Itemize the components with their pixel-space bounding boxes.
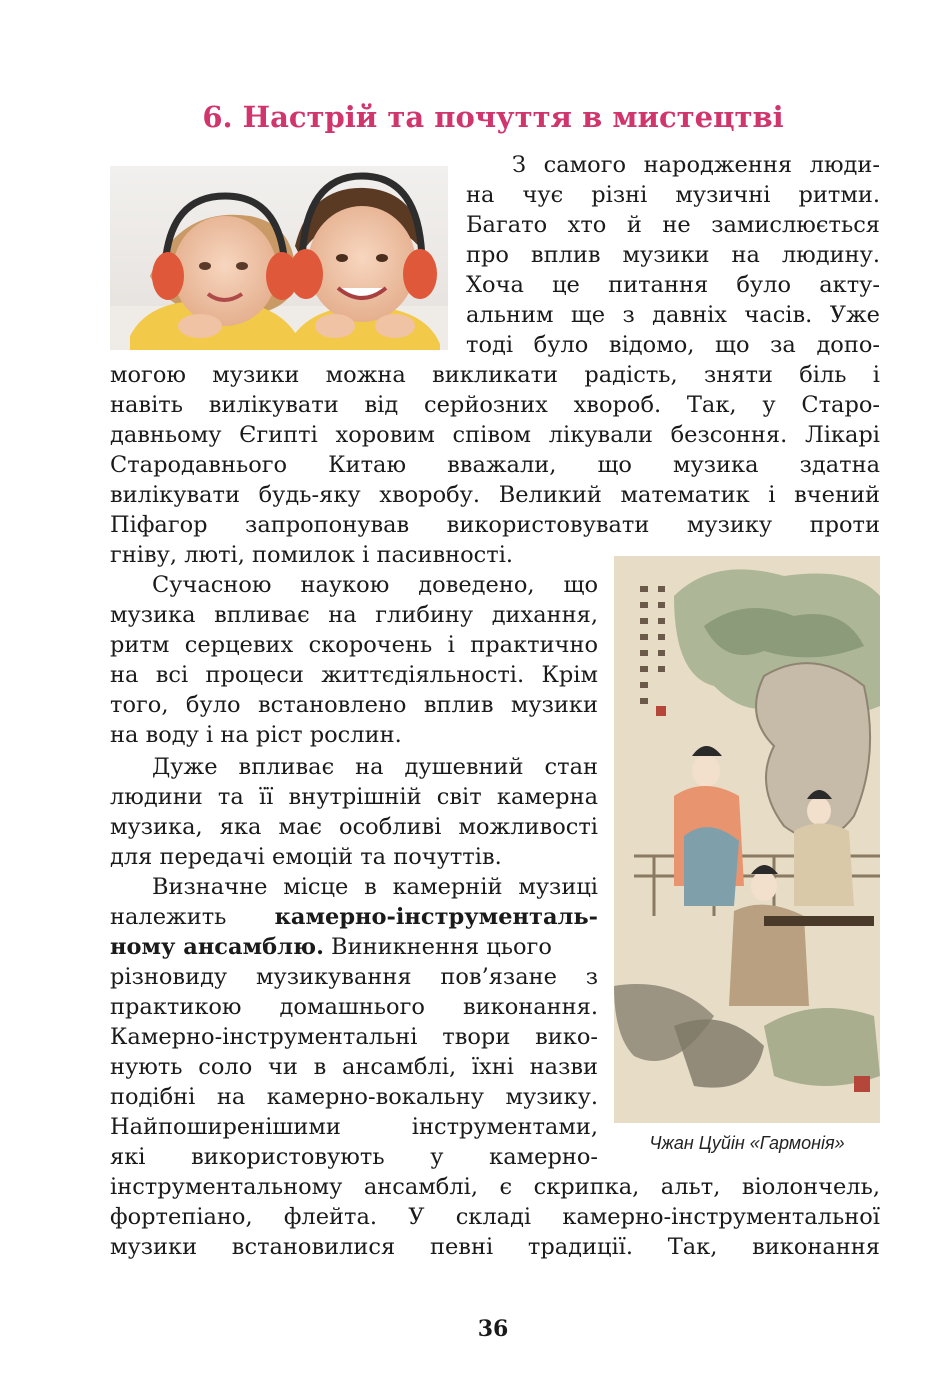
text-line: альним ще з давніх часів. Уже: [466, 302, 880, 328]
text-line: на всі процеси життєдіяльності. Крім: [110, 662, 598, 688]
painting-caption: Чжан Цуйін «Гармонія»: [649, 1133, 845, 1153]
page-title: 6. Настрій та почуття в мистецтві: [202, 100, 784, 134]
text-line: музики встановилися певні традиції. Так, виконання: [110, 1234, 880, 1260]
text-line: [110, 902, 598, 932]
text-line: Камерно-інструментальні твори вико-: [110, 1024, 598, 1050]
text-fragment: Виникнення цього: [323, 934, 552, 960]
text-line: різновиду музикування пов’язане з: [110, 964, 598, 990]
term-bold: ному ансамблю.: [110, 934, 324, 960]
text-line: музика впливає на глибину дихання,: [110, 602, 598, 628]
text-line: фортепіано, флейта. У складі камерно-інструментальної: [110, 1204, 880, 1230]
text-line: того, було встановлено вплив музики: [110, 692, 598, 718]
text-line: людини та її внутрішній світ камерна: [110, 784, 598, 810]
zhang-cuiyin-harmony-painting: [614, 556, 880, 1123]
text-line: для передачі емоцій та почуттів.: [110, 844, 502, 870]
text-line: гніву, люті, помилок і пасивності.: [110, 542, 514, 568]
children-headphones-photo: [110, 166, 448, 350]
text-line: які використовують у камерно-: [110, 1144, 598, 1170]
page-number: 36: [477, 1316, 509, 1342]
text-line: на воду і на ріст рослин.: [110, 722, 402, 748]
text-line: ритм серцевих скорочень і практично: [110, 632, 598, 658]
text-line: Піфагор запропонував використовувати музику проти: [110, 512, 880, 538]
text-line: нують соло чи в ансамблі, їхні назви: [110, 1054, 598, 1080]
text-line: тоді було відомо, що за допо-: [466, 332, 880, 358]
text-line: музика, яка має особливі можливості: [110, 814, 598, 840]
text-line: практикою домашнього виконання.: [110, 994, 598, 1020]
text-line: на чує різні музичні ритми.: [466, 182, 880, 208]
text-line: З самого народження люди-: [512, 152, 880, 178]
text-line: Сучасною наукою доведено, що: [152, 572, 598, 598]
text-line: могою музики можна викликати радість, зняти біль і: [110, 362, 880, 388]
text-line: давньому Єгипті хоровим співом лікували безсоння. Лікарі: [110, 422, 880, 448]
text-line: [110, 932, 598, 962]
text-line: Багато хто й не замислюється: [466, 212, 880, 238]
text-line: Стародавнього Китаю вважали, що музика здатна: [110, 452, 880, 478]
text-line: Найпоширенішими інструментами,: [110, 1114, 598, 1140]
text-line: подібні на камерно-вокальну музику.: [110, 1084, 598, 1110]
text-fragment: належить: [110, 904, 227, 930]
text-line: інструментальному ансамблі, є скрипка, альт, віолончель,: [110, 1174, 880, 1200]
text-line: Визначне місце в камерній музиці: [152, 874, 598, 900]
text-line: вилікувати будь-яку хворобу. Великий математик і вчений: [110, 482, 880, 508]
text-line: навіть вилікувати від серйозних хвороб. Так, у Старо-: [110, 392, 880, 418]
text-line: Хоча це питання було акту-: [466, 272, 880, 298]
text-line: Дуже впливає на душевний стан: [152, 754, 598, 780]
term-bold: камерно-інструменталь-: [274, 904, 598, 930]
text-line: про вплив музики на людину.: [466, 242, 880, 268]
